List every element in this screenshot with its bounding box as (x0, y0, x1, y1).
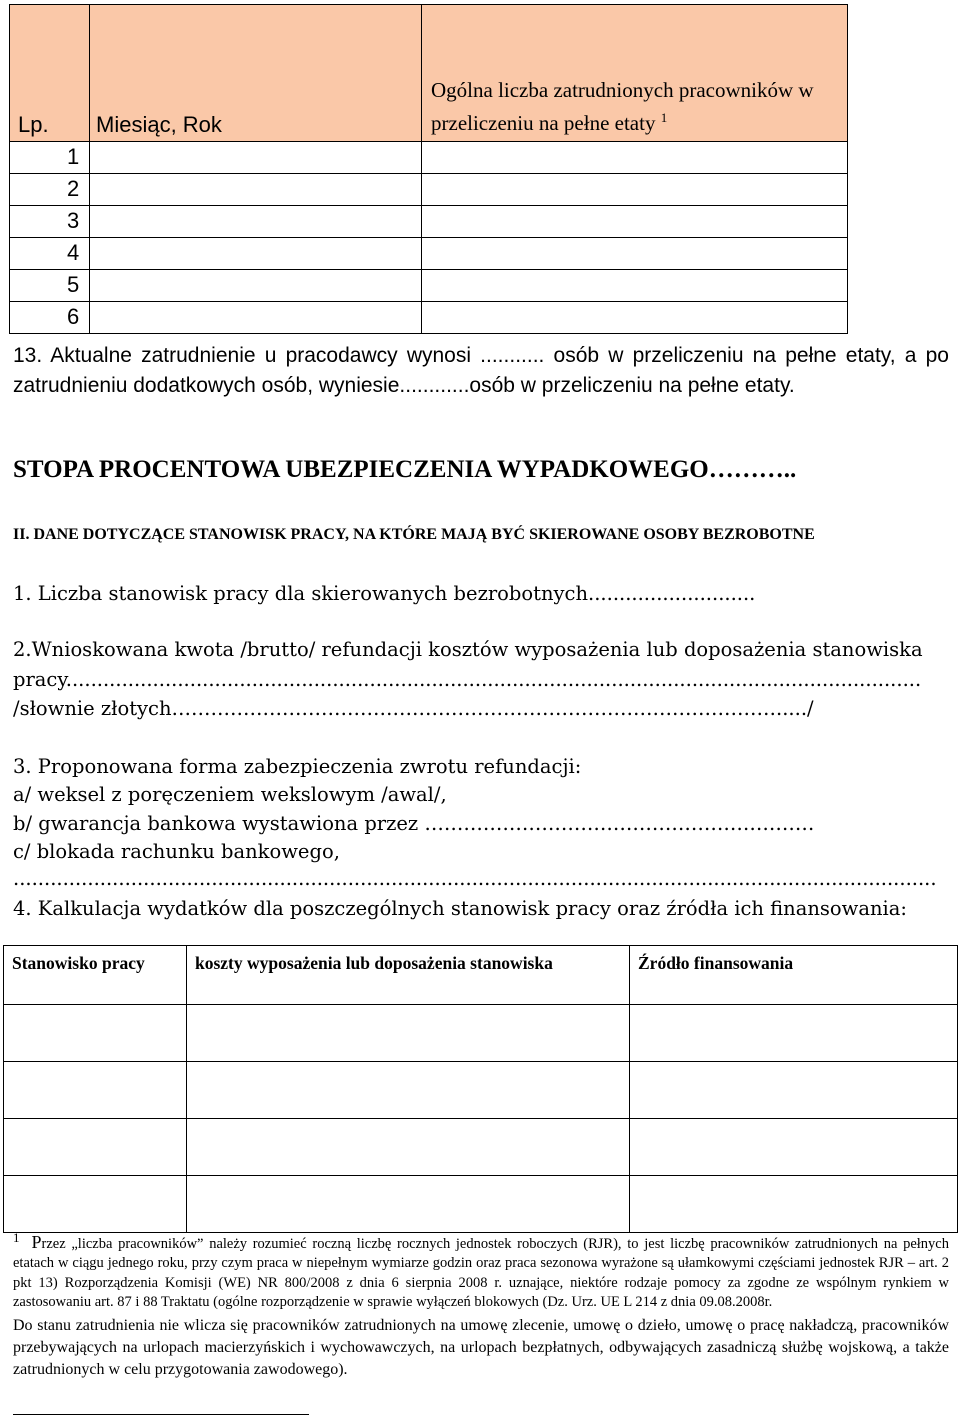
row-month-year-field[interactable] (90, 270, 422, 302)
item2-line1: 2.Wnioskowana kwota /brutto/ refundacji kosztów wyposażenia lub doposażenia stanowiska (13, 638, 923, 661)
position-field[interactable] (4, 1005, 187, 1062)
total-count-header (422, 5, 848, 142)
row-month-year-field[interactable] (90, 238, 422, 270)
item13-text: 13. Aktualne zatrudnienie u pracodawcy wynosi ........... osób w przeliczeniu na pełne etaty, a po zatrudnieniu dodatkowych osób, wyniesie............osób w przeliczeniu na pełne etaty. (13, 344, 949, 397)
costs-field[interactable] (187, 1176, 630, 1233)
row-count-field[interactable] (422, 238, 848, 270)
item2-line3: /słownie złotych…………………………………………………………………………………...../ (13, 697, 814, 720)
position-field[interactable] (4, 1062, 187, 1119)
row-month-year-field[interactable] (90, 142, 422, 174)
calc-table-row (4, 1176, 958, 1233)
costs-field[interactable] (187, 1005, 630, 1062)
item2-line2: pracy.......................................................................................................................................... (13, 668, 922, 691)
row-count-field[interactable] (422, 302, 848, 334)
footnote (13, 1228, 949, 1381)
employment-row (10, 302, 848, 334)
calculation-table (3, 945, 958, 1233)
employment-table-header-row (10, 5, 848, 142)
position-field[interactable] (4, 1176, 187, 1233)
source-field[interactable] (630, 1176, 958, 1233)
costs-field[interactable] (187, 1062, 630, 1119)
total-count-header-text: Ogólna liczba zatrudnionych pracowników w przeliczeniu na pełne etaty (431, 78, 814, 135)
row-lp: 3 (10, 206, 90, 238)
item4-title: 4. Kalkulacja wydatków dla poszczególnych stanowisk pracy oraz źródła ich finansowania: (13, 897, 907, 920)
item1-positions-count: 1. Liczba stanowisk pracy dla skierowanych bezrobotnych........................... (13, 582, 756, 605)
calc-table-header-row (4, 946, 958, 1005)
row-lp: 6 (10, 302, 90, 334)
row-count-field[interactable] (422, 142, 848, 174)
footnote-mark: 1 (13, 1230, 20, 1245)
footnote-para2: Do stanu zatrudnienia nie wlicza się pracowników zatrudnionych na umowę zlecenie, umowę o dzieło, umowę o pracę nakładczą, pracowników przebywających na urlopach macierzyńskich i wychowawczych, na urlopach bezpłatnych, odbywających zasadniczą służbę wojskową, a także zatrudnionych w celu przygotowania zawodowego). (13, 1316, 949, 1378)
footnote-para1 (13, 1228, 949, 1313)
row-lp: 2 (10, 174, 90, 206)
source-field[interactable] (630, 1062, 958, 1119)
calc-table-row (4, 1005, 958, 1062)
source-field[interactable] (630, 1005, 958, 1062)
employment-row (10, 270, 848, 302)
footnote-para1-text: rzez „liczba pracowników” należy rozumieć roczną liczbę rocznych jednostek roboczych (RJR), to jest liczbę pracowników zatrudnionych na pełnych etatach w ciągu jednego roku, przy czym praca w niepełnym wymiarze godzin oraz praca sezonowa wyrażone są ułamkowymi częściami jednostek RJR – art. 2 pkt 13) Rozporządzenia Komisji (WE) NR 800/2008 z dnia 6 sierpnia 2008 r. uznające, niektóre rodzaje pomocy za zgodne ze wspólnym rynkiem w zastosowaniu art. 87 i 88 Traktatu (ogólne rozporządzenie w sprawie wyłączeń blokowych (Dz. Urz. UE L 214 z dnia 09.08.2008r. (13, 1235, 949, 1311)
item3-option-c: c/ blokada rachunku bankowego, (13, 840, 340, 863)
row-month-year-field[interactable] (90, 206, 422, 238)
costs-header: koszty wyposażenia lub doposażenia stanowiska (187, 946, 630, 1005)
footnote-ref: 1 (660, 110, 668, 125)
row-lp: 4 (10, 238, 90, 270)
item3-option-a: a/ weksel z poręczeniem wekslowym /awal/, (13, 783, 447, 806)
item3-title: 3. Proponowana forma zabezpieczenia zwrotu refundacji: (13, 755, 582, 778)
employment-row (10, 174, 848, 206)
footnote-first-letter: P (31, 1231, 42, 1252)
calc-table-row (4, 1119, 958, 1176)
row-count-field[interactable] (422, 270, 848, 302)
row-lp: 1 (10, 142, 90, 174)
row-month-year-field[interactable] (90, 174, 422, 206)
row-count-field[interactable] (422, 174, 848, 206)
item3-dots: ..................................................................................................................................................... (13, 867, 937, 890)
employment-row (10, 238, 848, 270)
employment-table (9, 4, 848, 334)
row-lp: 5 (10, 270, 90, 302)
lp-header: Lp. (10, 5, 90, 142)
employment-row (10, 206, 848, 238)
calc-table-row (4, 1062, 958, 1119)
position-field[interactable] (4, 1119, 187, 1176)
source-header: Źródło finansowania (630, 946, 958, 1005)
employment-row (10, 142, 848, 174)
accident-insurance-rate: STOPA PROCENTOWA UBEZPIECZENIA WYPADKOWEGO……….. (13, 456, 797, 483)
section2-heading: II. DANE DOTYCZĄCE STANOWISK PRACY, NA KTÓRE MAJĄ BYĆ SKIEROWANE OSOBY BEZROBOTNE (13, 526, 815, 543)
row-month-year-field[interactable] (90, 302, 422, 334)
item3-option-b: b/ gwarancja bankowa wystawiona przez …………………………………………………… (13, 812, 815, 835)
month-year-header: Miesiąc, Rok (90, 5, 422, 142)
costs-field[interactable] (187, 1119, 630, 1176)
footnote-separator (13, 1414, 309, 1415)
position-header: Stanowisko pracy (4, 946, 187, 1005)
row-count-field[interactable] (422, 206, 848, 238)
source-field[interactable] (630, 1119, 958, 1176)
